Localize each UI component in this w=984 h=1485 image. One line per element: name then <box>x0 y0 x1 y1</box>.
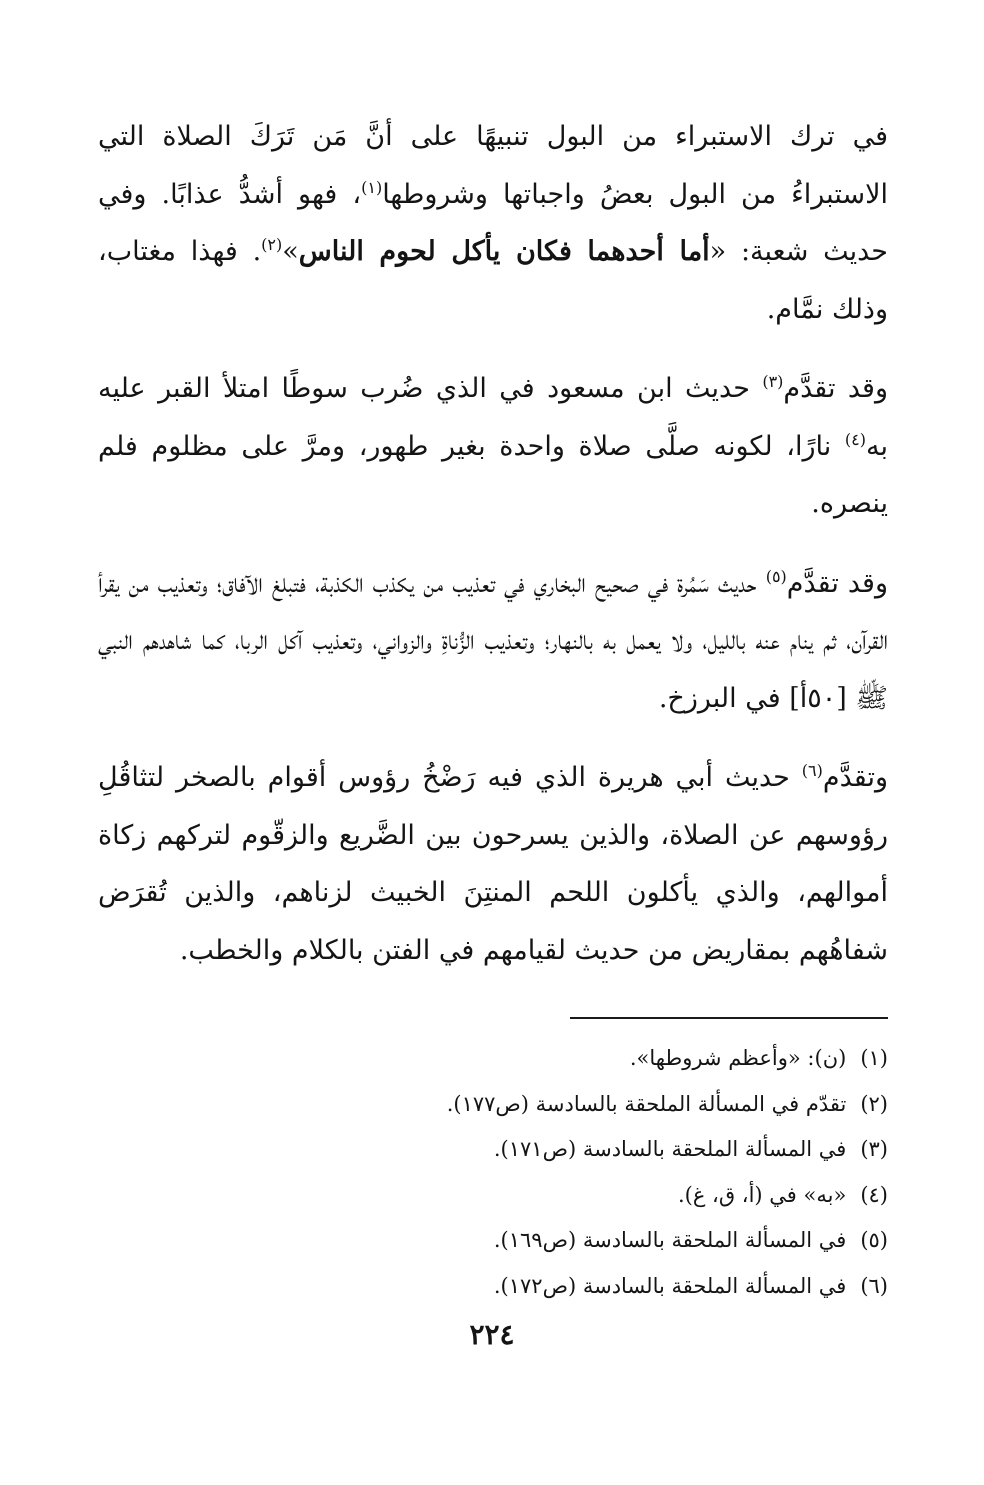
footnote-number: (٣) <box>860 1137 888 1161</box>
text-segment: حديث أبي هريرة الذي فيه رَضْخُ رؤوس أقوام بالصخر لتثاقُلِ رؤوسهم عن الصلاة، والذين يسرحون بين الضَّريع والزقّوم لتركهم زكاة أموالهم، والذي يأكلون اللحم المنتِنَ الخبيث لزناهم، والذين تُقرَض شفاهُهم بمقاريض من حديث لقيامهم في الفتن بالكلام والخطب. <box>98 762 888 966</box>
text-segment: وقد تقدَّم <box>783 373 888 404</box>
footnote-text: في المسألة الملحقة بالسادسة (ص١٧١). <box>493 1137 847 1161</box>
text-segment: وتقدَّم <box>822 762 888 793</box>
text-segment: » <box>282 236 299 267</box>
paragraph-2 <box>98 360 888 533</box>
text-segment: حديث سَمُرة في صحيح البخاري في تعذيب من يكذب الكذبة، فتبلغ الآفاق؛ وتعذيب من يقرأ القرآن، ثم ينام عنه بالليل، ولا يعمل به بالنهار؛ وتعذيب الزُّناةِ والزواني، وتعذيب آكل الربا، كما شاهدهم النبي ﷺ [٥٠أ] في البرزخ. <box>98 567 888 714</box>
text-segment: ، فهو أشدُّ عذابًا. وفي حديث شعبة: « <box>98 178 888 267</box>
main-text <box>98 108 888 1001</box>
footnote-text: في المسألة الملحقة بالسادسة (ص١٧٢). <box>493 1273 847 1298</box>
footnote-divider <box>570 1017 888 1019</box>
footnotes-list <box>98 1036 888 1309</box>
footnote-text: «به» في (أ، ق، غ). <box>677 1182 847 1207</box>
footnote-ref-6[interactable]: (٦) <box>801 761 823 780</box>
footnote-number: (٢) <box>860 1091 888 1116</box>
footnote-ref-3[interactable]: (٣) <box>762 372 784 391</box>
paragraph-1 <box>98 108 888 338</box>
footnote-ref-5[interactable]: (٥) <box>765 566 787 586</box>
page-number: ٢٢٤ <box>469 1318 515 1351</box>
footnote-item <box>98 1127 888 1173</box>
footnote-item <box>98 1082 888 1128</box>
footnote-item <box>98 1264 888 1310</box>
footnote-ref-4[interactable]: (٤) <box>844 429 866 449</box>
footnote-number: (١) <box>860 1046 888 1070</box>
footnote-item <box>98 1036 888 1082</box>
footnote-number: (٤) <box>860 1182 888 1207</box>
text-segment: حديث ابن مسعود في الذي ضُرب سوطًا امتلأ القبر عليه به <box>98 373 888 462</box>
footnote-number: (٦) <box>860 1273 888 1298</box>
footnote-number: (٥) <box>860 1228 888 1252</box>
footnote-item <box>98 1173 888 1219</box>
footnote-ref-2[interactable]: (٢) <box>261 235 283 254</box>
footnote-item <box>98 1218 888 1264</box>
paragraph-4 <box>98 749 888 979</box>
footnote-ref-1[interactable]: (١) <box>361 177 383 197</box>
bold-quote: أما أحدهما فكان يأكل لحوم الناس <box>298 236 710 267</box>
text-segment: . فهذا مغتاب، وذلك نمَّام. <box>98 236 888 325</box>
paragraph-3 <box>98 555 888 728</box>
text-segment: في ترك الاستبراء من البول تنبيهًا على أنَّ مَن تَرَكَ الصلاة التي الاستبراءُ من البول بعضُ واجباتها وشروطها <box>98 121 888 210</box>
footnote-text: (ن): «وأعظم شروطها». <box>629 1046 847 1070</box>
text-segment: نارًا، لكونه صلَّى صلاة واحدة بغير طهور، ومرَّ على مظلوم فلم ينصره. <box>98 430 888 519</box>
text-segment: وقد تقدَّم <box>786 567 889 599</box>
footnote-text: في المسألة الملحقة بالسادسة (ص١٦٩). <box>493 1228 847 1252</box>
footnote-text: تقدّم في المسألة الملحقة بالسادسة (ص١٧٧). <box>446 1091 847 1116</box>
